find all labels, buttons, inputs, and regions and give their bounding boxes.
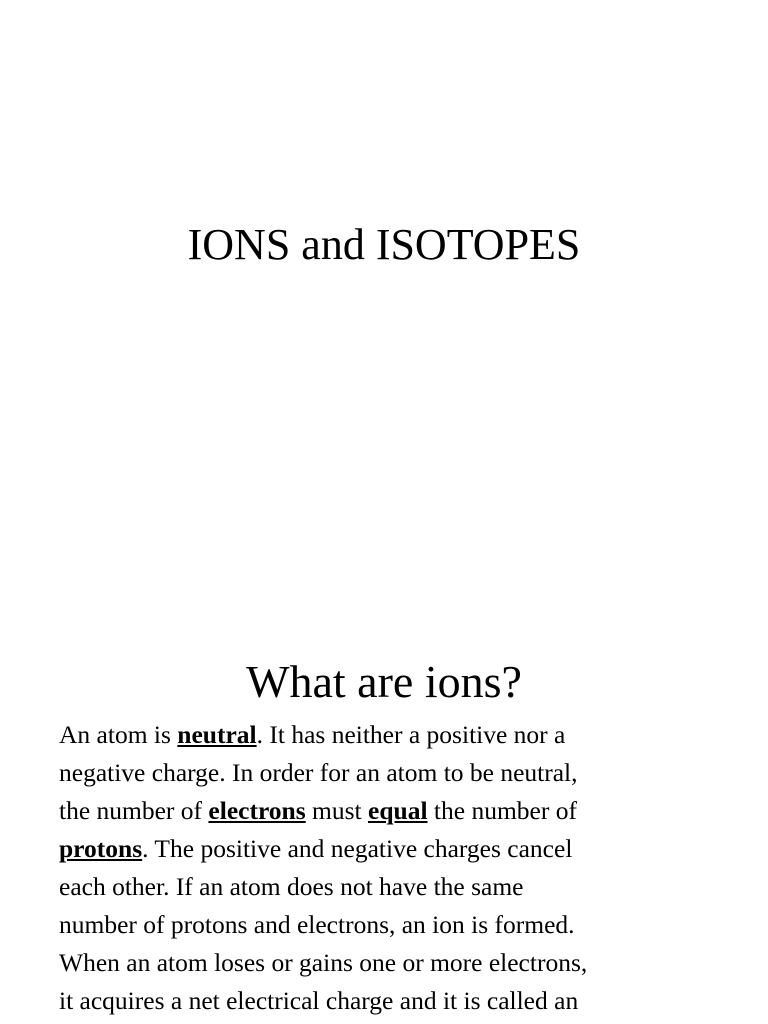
key-term-neutral: neutral (177, 720, 257, 749)
key-term-protons: protons (59, 834, 143, 863)
body-line (59, 944, 719, 982)
key-term-equal: equal (368, 796, 428, 825)
body-line (59, 754, 719, 792)
slide-title: IONS and ISOTOPES (187, 220, 581, 269)
text-run: When an atom loses or gains one or more electrons, (59, 948, 588, 977)
slide-what-are-ions (0, 620, 768, 1024)
text-run: . It has neither a positive nor a (256, 720, 566, 749)
body-line (59, 792, 719, 830)
key-term-electrons: electrons (208, 796, 306, 825)
body-line (59, 716, 719, 754)
text-run: . The positive and negative charges cancel (142, 834, 573, 863)
body-line (59, 830, 719, 868)
body-line (59, 868, 719, 906)
text-run: negative charge. In order for an atom to be neutral, (59, 758, 578, 787)
text-run: it acquires a net electrical charge and it is called an (59, 986, 579, 1015)
text-run: An atom is (59, 720, 178, 749)
slide-heading: What are ions? (246, 656, 522, 707)
text-run: the number of (59, 796, 209, 825)
text-run: the number of (427, 796, 577, 825)
slide-body-text (59, 716, 719, 1020)
body-line (59, 906, 719, 944)
text-run: must (305, 796, 369, 825)
text-run: number of protons and electrons, an ion is formed. (59, 910, 575, 939)
body-line (59, 982, 719, 1020)
text-run: each other. If an atom does not have the same (59, 872, 524, 901)
